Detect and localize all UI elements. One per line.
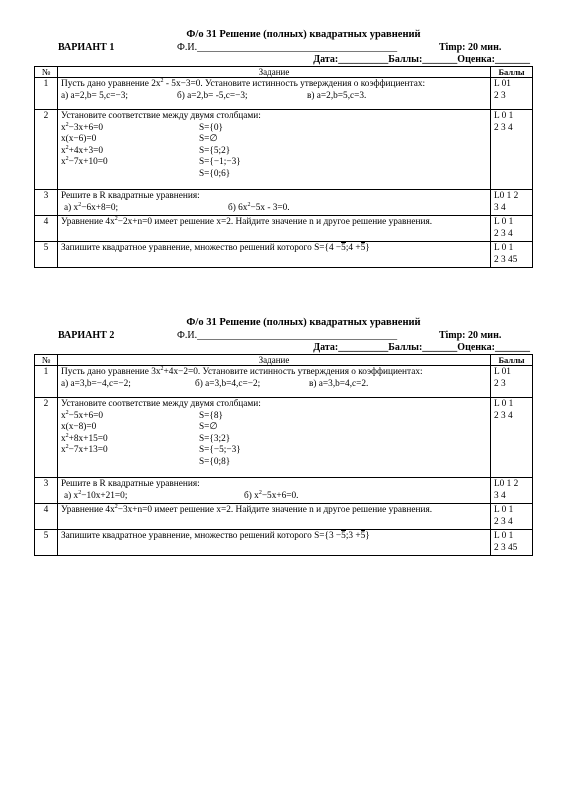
score-line: 2 3 4: [494, 122, 513, 133]
score-line: L 0 1: [494, 243, 514, 253]
variant-label: ВАРИАНТ 2: [58, 330, 115, 341]
equation: x: [61, 433, 66, 444]
score-line: L0 1 2: [494, 191, 519, 201]
header-task: Задание: [58, 355, 491, 366]
task-text-part: Установите соответствие между двумя столбцами:: [61, 399, 261, 409]
right-column: [199, 123, 241, 181]
task-text-part: Решите в R квадратные уравнения:: [61, 191, 200, 201]
exponent: 2: [65, 432, 69, 439]
task-text-part: - 5x−3=0. Установите истинность утверждения о коэффициентах:: [163, 79, 426, 89]
exponent: 2: [114, 503, 118, 510]
task-text-part: }: [365, 243, 370, 253]
score-line: 2 3: [494, 378, 506, 389]
equation: x: [61, 122, 66, 133]
time-limit: Timp: 20 мин.: [439, 42, 502, 53]
task-text-part: +4x−2=0. Установите истинность утверждения о коэффициентах:: [163, 367, 423, 377]
task-text: [58, 216, 491, 242]
task-text: [58, 398, 491, 478]
equation: +4x+3=0: [68, 145, 103, 156]
left-column: [61, 411, 199, 469]
solution-set: S={0;8}: [199, 456, 231, 467]
task-text-part: Пусть дано уравнение 2x: [61, 79, 161, 89]
task-score: [491, 366, 533, 398]
tasks-table: [34, 66, 533, 268]
task-score: [491, 216, 533, 242]
solution-set: S={−5;−3}: [199, 445, 241, 455]
task-text-part: Уравнение 4x: [61, 505, 115, 515]
task-text-part: Пусть дано уравнение 3x: [61, 367, 161, 377]
score-line: 3 4: [494, 490, 506, 501]
task-text: [58, 78, 491, 110]
exponent: 2: [160, 77, 164, 84]
option-a: а) $x^2-6x+8=0$;: [64, 201, 119, 213]
option-a: а) a=2,b= 5,c=−3;: [61, 90, 128, 101]
task-text-part: ;4 +: [345, 243, 361, 253]
tasks-table: [34, 354, 533, 556]
exponent: 2: [65, 155, 69, 162]
task-number: 5: [35, 530, 58, 556]
solution-set: S={5;2}: [199, 145, 231, 156]
equation: +8x+15=0: [68, 433, 108, 444]
left-column: [61, 123, 199, 181]
option-b: б) a=3,b=4,c=−2;: [195, 378, 261, 389]
solution-set: S=∅: [199, 134, 218, 144]
score-line: L 0 1: [494, 111, 514, 121]
task-text: [58, 366, 491, 398]
option-c: в) a=3,b=4,c=2.: [309, 378, 369, 389]
equation: x(x−8)=0: [61, 422, 97, 432]
task-text-part: −2x+n=0 имеет решение x=2. Найдите значение n и другое решение уравнения.: [117, 217, 433, 227]
task-row-3: [35, 190, 533, 216]
task-number: 3: [35, 190, 58, 216]
sqrt-value: 5: [360, 531, 366, 541]
score-line: 2 3 4: [494, 410, 513, 421]
variant-label: ВАРИАНТ 1: [58, 42, 115, 53]
equation: −5x+6=0: [68, 410, 103, 421]
sqrt-value: 5: [341, 243, 346, 253]
exponent: 2: [65, 409, 69, 416]
task-number: 5: [35, 242, 58, 268]
task-score: [491, 190, 533, 216]
task-text-part: Решите в R квадратные уравнения:: [61, 479, 200, 489]
solution-set: S={0}: [199, 122, 223, 133]
score-line: L 0 1: [494, 505, 514, 515]
score-line: L 0 1: [494, 217, 514, 227]
score-line: 2 3 45: [494, 542, 518, 553]
task-score: [491, 478, 533, 504]
option-b: б) $x^2-5x+6=0$.: [244, 489, 299, 501]
task-row-1: [35, 366, 533, 398]
time-limit: Timp: 20 мин.: [439, 330, 502, 341]
exponent: 2: [65, 443, 69, 450]
task-text-part: Уравнение 4x: [61, 217, 115, 227]
exponent: 2: [65, 121, 69, 128]
task-text-part: }: [365, 531, 370, 541]
score-line: 2 3 4: [494, 228, 513, 239]
header-task: Задание: [58, 67, 491, 78]
name-field: Ф.И.________________________________________: [177, 330, 398, 341]
task-score: [491, 530, 533, 556]
equation: −3x+6=0: [68, 122, 103, 133]
option-a: а) $x^2-10x+21=0$;: [64, 489, 128, 501]
task-text: [58, 504, 491, 530]
task-row-1: [35, 78, 533, 110]
task-text: [58, 110, 491, 190]
equation: x: [61, 145, 66, 156]
task-number: 4: [35, 504, 58, 530]
task-row-5: [35, 242, 533, 268]
score-line: L 01: [494, 367, 511, 377]
option-c: в) a=2,b=5,c=3.: [307, 90, 367, 101]
task-number: 1: [35, 78, 58, 110]
name-field: Ф.И.________________________________________: [177, 42, 398, 53]
equation: x: [61, 410, 66, 421]
option-b: б) $6x^2-5x - 3=0$.: [228, 201, 290, 213]
header-number: №: [35, 67, 58, 78]
equation: x: [61, 157, 66, 167]
task-row-2: [35, 110, 533, 190]
header-score: Баллы: [491, 67, 533, 78]
task-text: [58, 190, 491, 216]
task-text-part: Запишите квадратное уравнение, множество решений которого S={4 −: [61, 243, 342, 253]
table-header-row: [35, 67, 533, 78]
worksheet-title: Ф/о 31 Решение (полных) квадратных уравнений: [186, 317, 421, 328]
task-score: [491, 110, 533, 190]
exponent: 2: [160, 365, 164, 372]
worksheet-title: Ф/о 31 Решение (полных) квадратных уравнений: [186, 29, 421, 40]
task-text-part: −3x+n=0 имеет решение x=2. Найдите значение n и другое решение уравнения.: [117, 505, 433, 515]
sqrt-value: 5: [341, 531, 346, 541]
header-score: Баллы: [491, 355, 533, 366]
task-score: [491, 78, 533, 110]
date-score-line: Дата:__________Баллы:_______Оценка:_______: [313, 342, 530, 353]
exponent: 2: [114, 215, 118, 222]
sqrt-value: 5: [360, 243, 366, 253]
equation: −7x+10=0: [68, 157, 108, 167]
solution-set: S={8}: [199, 410, 223, 421]
task-number: 1: [35, 366, 58, 398]
task-text-part: Запишите квадратное уравнение, множество решений которого S={3 −: [61, 531, 342, 541]
solution-set: S={3;2}: [199, 433, 231, 444]
task-number: 3: [35, 478, 58, 504]
task-row-4: [35, 504, 533, 530]
task-row-3: [35, 478, 533, 504]
task-row-4: [35, 216, 533, 242]
score-line: 3 4: [494, 202, 506, 213]
table-header-row: [35, 355, 533, 366]
exponent: 2: [65, 144, 69, 151]
task-text-part: ;3 +: [345, 531, 361, 541]
task-score: [491, 398, 533, 478]
solution-set: S={0;6}: [199, 168, 231, 179]
student-info-line: [34, 41, 533, 54]
score-line: L0 1 2: [494, 479, 519, 489]
score-line: 2 3 45: [494, 254, 518, 265]
solution-set: S=∅: [199, 422, 218, 432]
task-row-5: [35, 530, 533, 556]
solution-set: S={−1;−3}: [199, 157, 241, 167]
header-number: №: [35, 355, 58, 366]
variant-block-2: [34, 316, 533, 556]
score-line: L 0 1: [494, 399, 514, 409]
equation: x(x−6)=0: [61, 134, 97, 144]
task-number: 4: [35, 216, 58, 242]
score-line: 2 3: [494, 90, 506, 101]
variant-block-1: [34, 28, 533, 268]
task-text-part: Установите соответствие между двумя столбцами:: [61, 111, 261, 121]
date-score-line: Дата:__________Баллы:_______Оценка:_______: [313, 54, 530, 65]
option-a: а) a=3,b=−4,c=−2;: [61, 378, 131, 389]
task-number: 2: [35, 398, 58, 478]
equation: −7x+13=0: [68, 445, 108, 455]
score-line: L 01: [494, 79, 511, 89]
task-score: [491, 242, 533, 268]
option-b: б) a=2,b= -5,c=−3;: [177, 90, 248, 101]
task-text: [58, 478, 491, 504]
student-info-line: [34, 329, 533, 342]
score-line: 2 3 4: [494, 516, 513, 527]
equation: x: [61, 445, 66, 455]
score-line: L 0 1: [494, 531, 514, 541]
task-text: [58, 530, 491, 556]
task-text: [58, 242, 491, 268]
task-score: [491, 504, 533, 530]
task-number: 2: [35, 110, 58, 190]
right-column: [199, 411, 241, 469]
task-row-2: [35, 398, 533, 478]
